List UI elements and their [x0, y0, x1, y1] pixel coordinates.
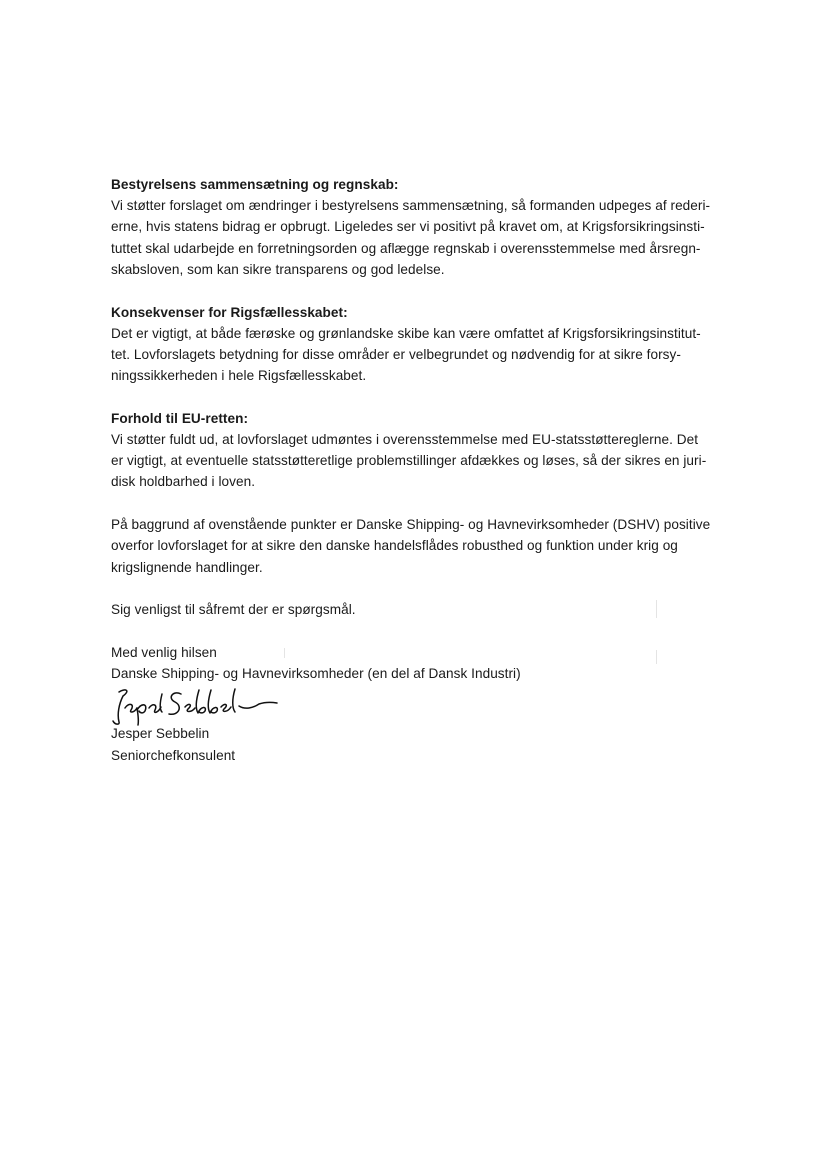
paragraph-line: På baggrund af ovenstående punkter er Danske Shipping- og Havnevirksomheder (DSHV) positive: [111, 517, 711, 533]
paragraph-line: Det er vigtigt, at både færøske og grønlandske skibe kan være omfattet af Krigsforsikringsinstitut-: [111, 325, 701, 341]
letter-body: [111, 174, 751, 766]
scan-artifact: [656, 600, 657, 618]
section-heading: Konsekvenser for Rigsfællesskabet:: [111, 304, 348, 320]
closing-block: [111, 642, 751, 766]
section-eu-law: [111, 408, 751, 493]
paragraph-line: krigslignende handlinger.: [111, 559, 263, 575]
paragraph-line: Vi støtter forslaget om ændringer i bestyrelsens sammensætning, så formanden udpeges af rederi-: [111, 198, 711, 214]
paragraph-line: ningssikkerheden i hele Rigsfællesskabet.: [111, 368, 367, 384]
scan-artifact: [656, 650, 657, 664]
paragraph-line: disk holdbarhed i loven.: [111, 474, 256, 490]
organization-name: Danske Shipping- og Havnevirksomheder (en del af Dansk Industri): [111, 666, 521, 682]
handwritten-signature: [107, 682, 287, 726]
paragraph-line: er vigtigt, at eventuelle statsstøtteretlige problemstillinger afdækkes og løses, så der sikres en juri-: [111, 453, 707, 469]
paragraph-line: erne, hvis statens bidrag er opbrugt. Ligeledes ser vi positivt på kravet om, at Krigsforsikringsinsti-: [111, 219, 705, 235]
conclusion-paragraph: [111, 514, 751, 578]
questions-text: Sig venligst til såfremt der er spørgsmål.: [111, 602, 356, 618]
greeting: Med venlig hilsen: [111, 644, 217, 660]
section-realm-consequences: [111, 302, 751, 387]
paragraph-line: overfor lovforslaget for at sikre den danske handelsflådes robusthed og funktion under krig og: [111, 538, 678, 554]
paragraph-line: tuttet skal udarbejde en forretningsorden og aflægge regnskab i overensstemmelse med årsregn-: [111, 240, 701, 256]
paragraph-line: skabsloven, som kan sikre transparens og god ledelse.: [111, 261, 445, 277]
paragraph-line: tet. Lovforslagets betydning for disse områder er velbegrundet og nødvendig for at sikre forsy-: [111, 346, 681, 362]
section-heading: Bestyrelsens sammensætning og regnskab:: [111, 177, 399, 192]
scan-artifact: [284, 648, 285, 658]
signatory-name: Jesper Sebbelin: [111, 726, 210, 742]
signatory-title: Seniorchefkonsulent: [111, 747, 236, 763]
section-heading: Forhold til EU-retten:: [111, 410, 249, 426]
questions-paragraph: [111, 599, 751, 620]
section-board-composition: [111, 174, 751, 280]
paragraph-line: Vi støtter fuldt ud, at lovforslaget udmøntes i overensstemmelse med EU-statsstøttereglerne. Det: [111, 432, 699, 448]
